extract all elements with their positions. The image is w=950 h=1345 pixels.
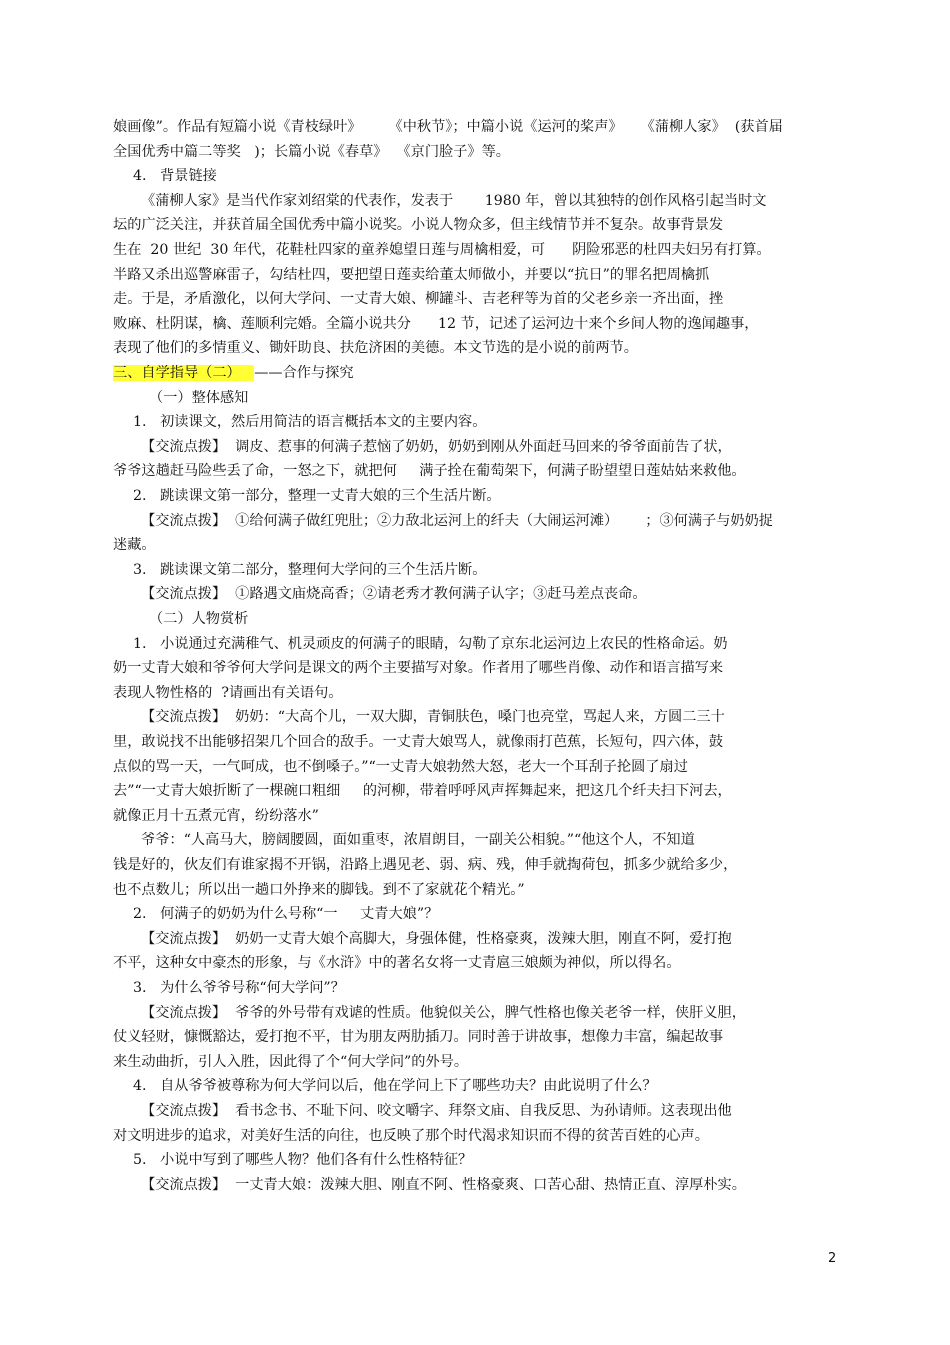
text-line: 爷爷：“人高马大，膀阔腰圆，面如重枣，浓眉朗目，一副关公相貌。”“他这个人，不知道 bbox=[141, 832, 695, 849]
text-line: 【交流点拨】 奶奶：“大高个儿，一双大脚，青铜肤色，嗓门也亮堂，骂起人来，方圆二三十 bbox=[141, 709, 725, 726]
text-line: 败麻、杜阴谋，檎、莲顺利完婚。全篇小说共分 12 节，记述了运河边十来个乡间人物的逸闻趣事， bbox=[113, 315, 759, 332]
text-line: 【交流点拨】 ①路遇文庙烧高香；②请老秀才教何满子认字；③赶马差点丧命。 bbox=[141, 586, 647, 603]
text-line: 奶一丈青大娘和爷爷何大学问是课文的两个主要描写对象。作者用了哪些肖像、动作和语言描写来 bbox=[113, 660, 724, 677]
text-line: 爷爷这趟赶马险些丢了命，一怒之下，就把何 满子拴在葡萄架下，何满子盼望望日莲姑姑来救他。 bbox=[113, 463, 746, 480]
text-line: 钱是好的，伙友们有谁家揭不开锅，沿路上遇见老、弱、病、残，伸手就掏荷包，抓多少就给多少， bbox=[113, 857, 738, 873]
text-line: 【交流点拨】 调皮、惹事的何满子惹恼了奶奶，奶奶到刚从外面赶马回来的爷爷面前告了状， bbox=[141, 438, 732, 455]
text-line: 全国优秀中篇二等奖 )；长篇小说《春草》 《京门脸子》等。 bbox=[113, 143, 510, 160]
text-line: 2. 跳读课文第一部分，整理一丈青大娘的三个生活片断。 bbox=[133, 488, 501, 504]
text-line: 不平，这种女中豪杰的形象，与《水浒》中的著名女将一丈青扈三娘颇为神似，所以得名。 bbox=[113, 955, 681, 972]
text-line: 【交流点拨】 ①给何满子做红兜肚；②力敌北运河上的纤夫（大闹运河滩） ；③何满子与奶奶捉 bbox=[141, 512, 773, 529]
text-line: 走。于是，矛盾激化，以何大学问、一丈青大娘、柳罐斗、吉老秤等为首的父老乡亲一齐出面，挫 bbox=[113, 291, 724, 308]
text-line: 也不点数儿；所以出一趟口外挣来的脚钱。到不了家就花个精光。” bbox=[113, 881, 525, 898]
text-line: 就像正月十五煮元宵，纷纷落水” bbox=[113, 807, 319, 824]
text-line: 【交流点拨】 看书念书、不耻下问、咬文嚼字、拜祭文庙、自我反思、为孙请师。这表现出他 bbox=[141, 1103, 732, 1119]
text-line: 来生动曲折，引人入胜，因此得了个“何大学问”的外号。 bbox=[113, 1053, 469, 1070]
page-number: 2 bbox=[828, 1251, 837, 1266]
section-heading-highlight: 三、自学指导（二） bbox=[113, 365, 255, 381]
text-line: （二）人物赏析 bbox=[149, 611, 249, 627]
text-line: 表现了他们的多情重义、锄奸助良、扶危济困的美德。本文节选的是小说的前两节。 bbox=[113, 340, 638, 357]
text-line: （一）整体感知 bbox=[149, 389, 249, 406]
text-line: 半路又杀出巡警麻雷子，勾结杜四，要把望日莲卖给董太师做小，并要以“抗日”的罪名把周檎抓 bbox=[113, 266, 710, 283]
text-line: 表现人物性格的 ?请画出有关语句。 bbox=[113, 684, 343, 701]
text-line: 娘画像”。作品有短篇小说《青枝绿叶》 《中秋节》；中篇小说《运河的桨声》 《蒲柳人家》 (获首届 bbox=[113, 119, 783, 135]
text-line: 仗义轻财，慷慨豁达，爱打抱不平，甘为朋友两肋插刀。同时善于讲故事，想像力丰富，编起故事 bbox=[113, 1029, 724, 1046]
text-line: 4. 背景链接 bbox=[133, 168, 217, 185]
text-line: 三、自学指导（二） ——合作与探究 bbox=[113, 365, 354, 381]
text-line: 1. 小说通过充满稚气、机灵顽皮的何满子的眼睛，勾勒了京东北运河边上农民的性格命运。奶 bbox=[133, 635, 728, 652]
text-line: 3. 为什么爷爷号称“何大学问”？ bbox=[133, 980, 345, 996]
text-line: 点似的骂一天，一气呵成，也不倒嗓子。”“一丈青大娘勃然大怒，老大一个耳刮子抡圆了扇过 bbox=[113, 758, 688, 775]
text-line: 2. 何满子的奶奶为什么号称“一 丈青大娘”？ bbox=[133, 906, 439, 923]
text-line: 对文明进步的追求，对美好生活的向往，也反映了那个时代渴求知识而不得的贫苦百姓的心声。 bbox=[113, 1127, 709, 1144]
text-line: 4. 自从爷爷被尊称为何大学问以后，他在学问上下了哪些功夫？由此说明了什么？ bbox=[133, 1078, 657, 1095]
text-line: 里，敢说找不出能够招架几个回合的敌手。一丈青大娘骂人，就像雨打芭蕉，长短句，四六体，鼓 bbox=[113, 734, 724, 750]
text-line: 生在 20 世纪 30 年代，花鞋杜四家的童养媳望日莲与周檎相爱，可 阴险邪恶的杜四夫妇另有打算。 bbox=[113, 242, 771, 258]
text-line: 【交流点拨】 爷爷的外号带有戏谑的性质。他貌似关公，脾气性格也像关老爷一样，侠肝义胆， bbox=[141, 1004, 746, 1021]
text-line: 《蒲柳人家》是当代作家刘绍棠的代表作，发表于 1980 年，曾以其独特的创作风格引起当时文 bbox=[141, 192, 767, 209]
text-line: 【交流点拨】 一丈青大娘：泼辣大胆、刚直不阿、性格豪爽、口苦心甜、热情正直、淳厚朴实。 bbox=[141, 1176, 746, 1193]
text-line: 坛的广泛关注，并获首届全国优秀中篇小说奖。小说人物众多，但主线情节并不复杂。故事背景发 bbox=[113, 217, 724, 234]
text-line: 【交流点拨】 奶奶一丈青大娘个高脚大，身强体健，性格豪爽，泼辣大胆，刚直不阿，爱打抱 bbox=[141, 930, 732, 947]
text-line: 1. 初读课文，然后用简洁的语言概括本文的主要内容。 bbox=[133, 414, 487, 431]
text-line: 去”“一丈青大娘折断了一棵碗口粗细 的河柳，带着呼呼风声挥舞起来，把这几个纤夫扫下河去， bbox=[113, 783, 732, 800]
text-line: 迷藏。 bbox=[113, 537, 156, 554]
text-line: 5. 小说中写到了哪些人物？他们各有什么性格特征？ bbox=[133, 1152, 473, 1169]
text-line: 3. 跳读课文第二部分，整理何大学问的三个生活片断。 bbox=[133, 561, 487, 578]
